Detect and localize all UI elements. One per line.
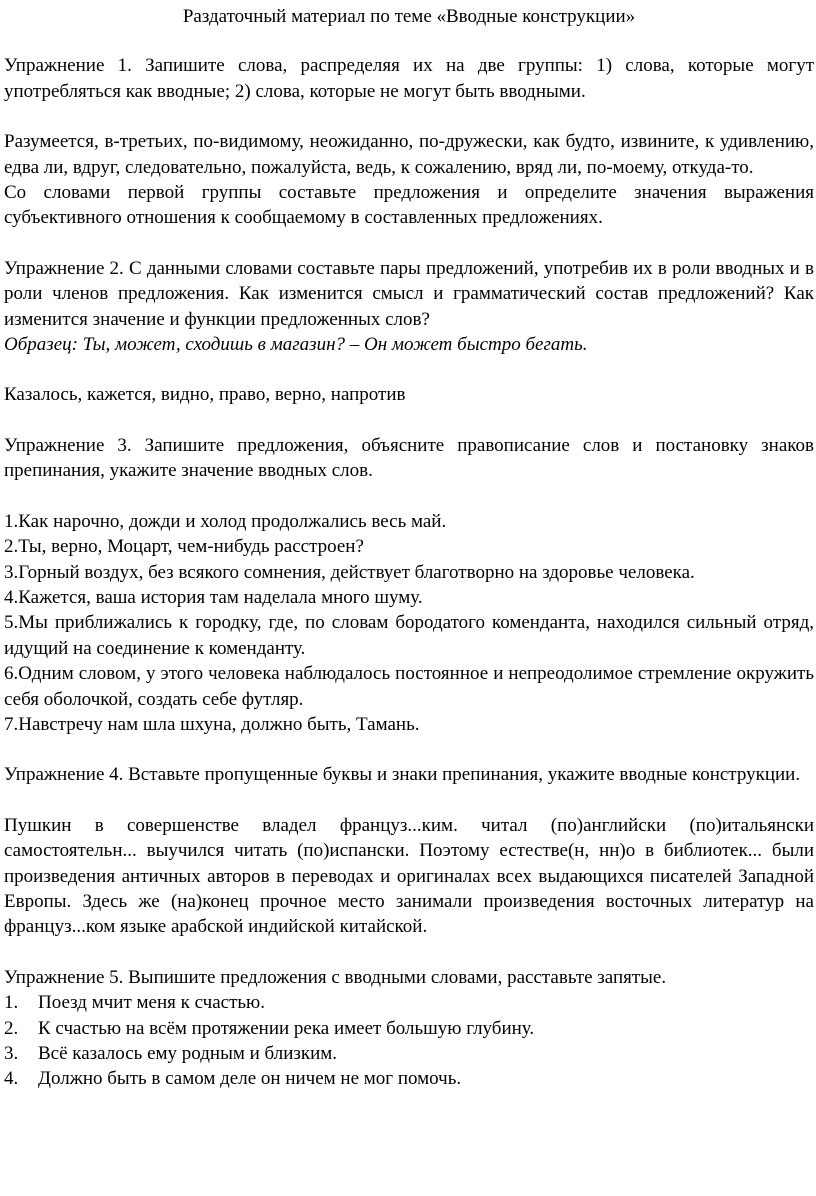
exercise-1-words: Разумеется, в-третьих, по-видимому, неожиданно, по-дружески, как будто, извините, к удивлению, едва ли, вдруг, следовательно, пожалуйста, ведь, к сожалению, вряд ли, по-моему, откуда-то. [4, 131, 814, 178]
list-item-text: К счастью на всём протяжении река имеет большую глубину. [38, 1017, 535, 1039]
exercise-3-sentence: 2.Ты, верно, Моцарт, чем-нибудь расстроен? [4, 536, 364, 558]
exercise-3-sentences [4, 509, 814, 738]
list-item-number: 3. [4, 1043, 19, 1064]
exercise-1-followup: Со словами первой группы составьте предложения и определите значения выражения субъективного отношения к сообщаемому в составленных предложениях. [4, 182, 814, 229]
list-item [4, 990, 814, 1015]
exercise-2-sample: Образец: Ты, может, сходишь в магазин? – Он может быстро бегать. [4, 334, 588, 356]
list-item [4, 1066, 814, 1091]
exercise-5-task: Упражнение 5. Выпишите предложения с вводными словами, расставьте запятые. [4, 966, 667, 988]
list-item-number: 1. [4, 992, 19, 1014]
list-item-text: Всё казалось ему родным и близким. [38, 1043, 338, 1064]
exercise-3-sentence: 4.Кажется, ваша история там наделала много шуму. [4, 586, 423, 608]
exercise-5-list [4, 990, 814, 1092]
list-item-text: Поезд мчит меня к счастью. [38, 992, 265, 1014]
document-title: Раздаточный материал по теме «Вводные конструкции» [182, 6, 636, 27]
exercise-4-text: Пушкин в совершенстве владел француз...ким. читал (по)английски (по)итальянски самостоятельн... выучился читать (по)испански. Поэтому естестве(н, нн)о в библиотек... были произведения античных авторов в переводах и оригиналах всех выдающихся писателей Западной Европы. Здесь же (на)конец прочное место занимали произведения восточных литератур на француз...ком языке арабской индийской китайской. [4, 814, 814, 938]
exercise-3-sentence: 7.Навстречу нам шла шхуна, должно быть, Тамань. [4, 713, 420, 735]
exercise-2-words: Казалось, кажется, видно, право, верно, напротив [4, 384, 406, 406]
exercise-4-task: Упражнение 4. Вставьте пропущенные буквы и знаки препинания, укажите вводные конструкции. [4, 764, 801, 786]
exercise-3-sentence: 5.Мы приближались к городку, где, по словам бородатого коменданта, находился сильный отряд, идущий на соединение к коменданту. [4, 612, 814, 659]
list-item [4, 1016, 814, 1041]
list-item-number: 4. [4, 1068, 19, 1090]
exercise-2-task: Упражнение 2. С данными словами составьте пары предложений, употребив их в роли вводных и в роли членов предложения. Как изменится смысл и грамматический состав предложений? Как изменится значение и функции предложенных слов? [4, 257, 814, 330]
list-item-number: 2. [4, 1017, 19, 1039]
exercise-3-sentence: 3.Горный воздух, без всякого сомнения, действует благотворно на здоровье человека. [4, 561, 695, 583]
exercise-3-sentence: 1.Как нарочно, дожди и холод продолжались весь май. [4, 510, 447, 532]
exercise-3-task: Упражнение 3. Запишите предложения, объясните правописание слов и постановку знаков препинания, укажите значение вводных слов. [4, 434, 814, 482]
exercise-3-sentence: 6.Одним словом, у этого человека наблюдалось постоянное и непреодолимое стремление окружить себя оболочкой, создать себе футляр. [4, 663, 814, 710]
list-item [4, 1041, 814, 1066]
list-item-text: Должно быть в самом деле он ничем не мог помочь. [38, 1068, 462, 1090]
exercise-1-task: Упражнение 1. Запишите слова, распределяя их на две группы: 1) слова, которые могут употребляться как вводные; 2) слова, которые не могут быть вводными. [4, 55, 814, 102]
